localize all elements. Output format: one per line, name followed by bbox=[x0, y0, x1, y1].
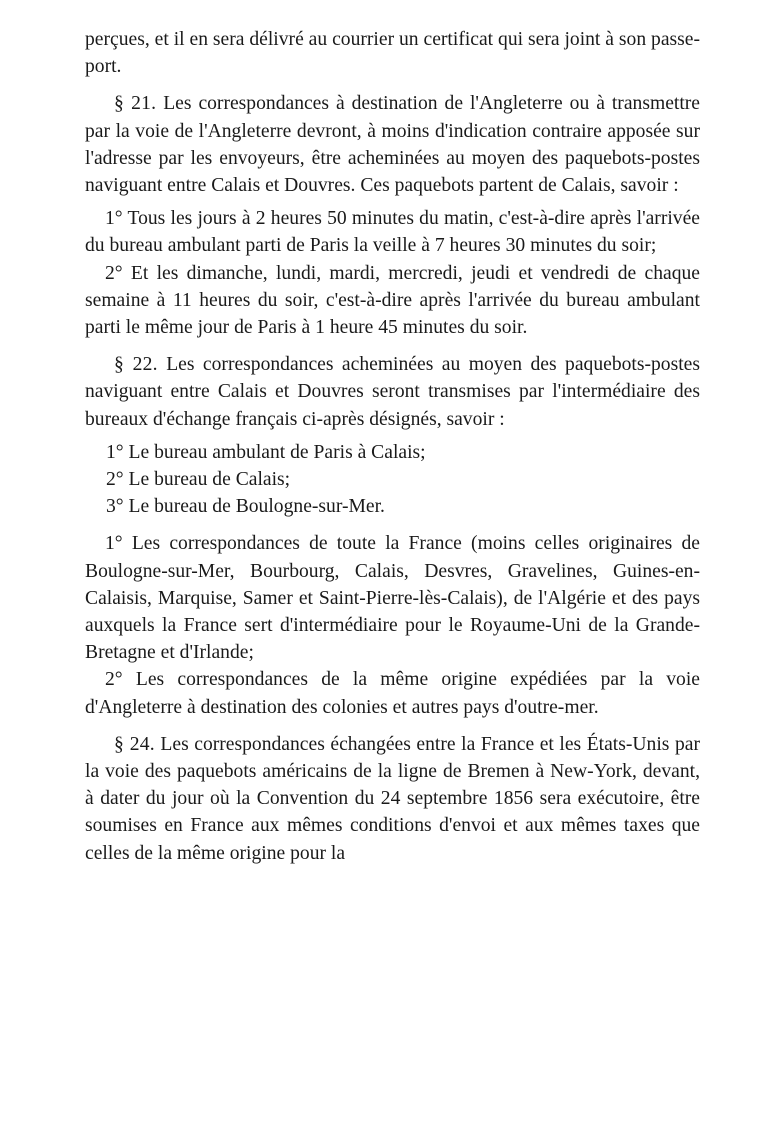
section-24-paragraph bbox=[85, 731, 700, 867]
section-24-label: § 24. bbox=[114, 733, 155, 755]
list-item: 2° Le bureau de Calais; bbox=[106, 469, 291, 491]
origin-paragraph-2: 2° Les correspondances de la même origine expédiées par la voie d'Angleterre à destination des colonies et autres pays d'outre-mer. bbox=[85, 669, 700, 718]
section-24-text: Les correspondances échangées entre la France et les États-Unis par la voie des paquebots américains de la ligne de Bremen à New-York, devant, à dater du jour où la Convention du 24 septembre 1856 sera exécutoire, être soumises en France aux mêmes conditions d'envoi et aux mêmes taxes que celles de la même origine pour la bbox=[85, 733, 700, 864]
document-page bbox=[85, 26, 700, 867]
list-item: 1° Le bureau ambulant de Paris à Calais; bbox=[106, 441, 426, 463]
section-21-paragraph bbox=[85, 90, 700, 199]
fragment-top-paragraph: perçues, et il en sera délivré au courrier un certificat qui sera joint à son passe-port. bbox=[85, 29, 700, 78]
section-21-text: Les correspondances à destination de l'Angleterre ou à transmettre par la voie de l'Angleterre devront, à moins d'indication contraire apposée sur l'adresse par les envoyeurs, être acheminées au moyen des paquebots-postes naviguant entre Calais et Douvres. Ces paquebots partent de Calais, savoir : bbox=[85, 93, 700, 197]
section-22-paragraph bbox=[85, 351, 700, 433]
section-22-list bbox=[85, 439, 700, 521]
section-22-text: Les correspondances acheminées au moyen des paquebots-postes naviguant entre Calais et Douvres seront transmises par l'intermédiaire des bureaux d'échange français ci-après désignés, savoir : bbox=[85, 354, 700, 430]
section-21-item-1: 1° Tous les jours à 2 heures 50 minutes du matin, c'est-à-dire après l'arrivée du bureau ambulant parti de Paris la veille à 7 heures 30 minutes du soir; bbox=[85, 208, 700, 257]
section-21-item-2: 2° Et les dimanche, lundi, mardi, mercredi, jeudi et vendredi de chaque semaine à 11 heures du soir, c'est-à-dire après l'arrivée du bureau ambulant parti le même jour de Paris à 1 heure 45 minutes du soir. bbox=[85, 262, 700, 339]
section-21-label: § 21. bbox=[114, 93, 157, 115]
list-item: 3° Le bureau de Boulogne-sur-Mer. bbox=[106, 496, 385, 518]
section-22-label: § 22. bbox=[114, 354, 158, 376]
origin-paragraph-1: 1° Les correspondances de toute la France (moins celles originaires de Boulogne-sur-Mer, Bourbourg, Calais, Desvres, Gravelines, Guines-en-Calaisis, Marquise, Samer et Saint-Pierre-lès-Calais), de l'Algérie et des pays auxquels la France sert d'intermédiaire pour le Royaume-Uni de la Grande-Bretagne et d'Irlande; bbox=[85, 533, 700, 664]
